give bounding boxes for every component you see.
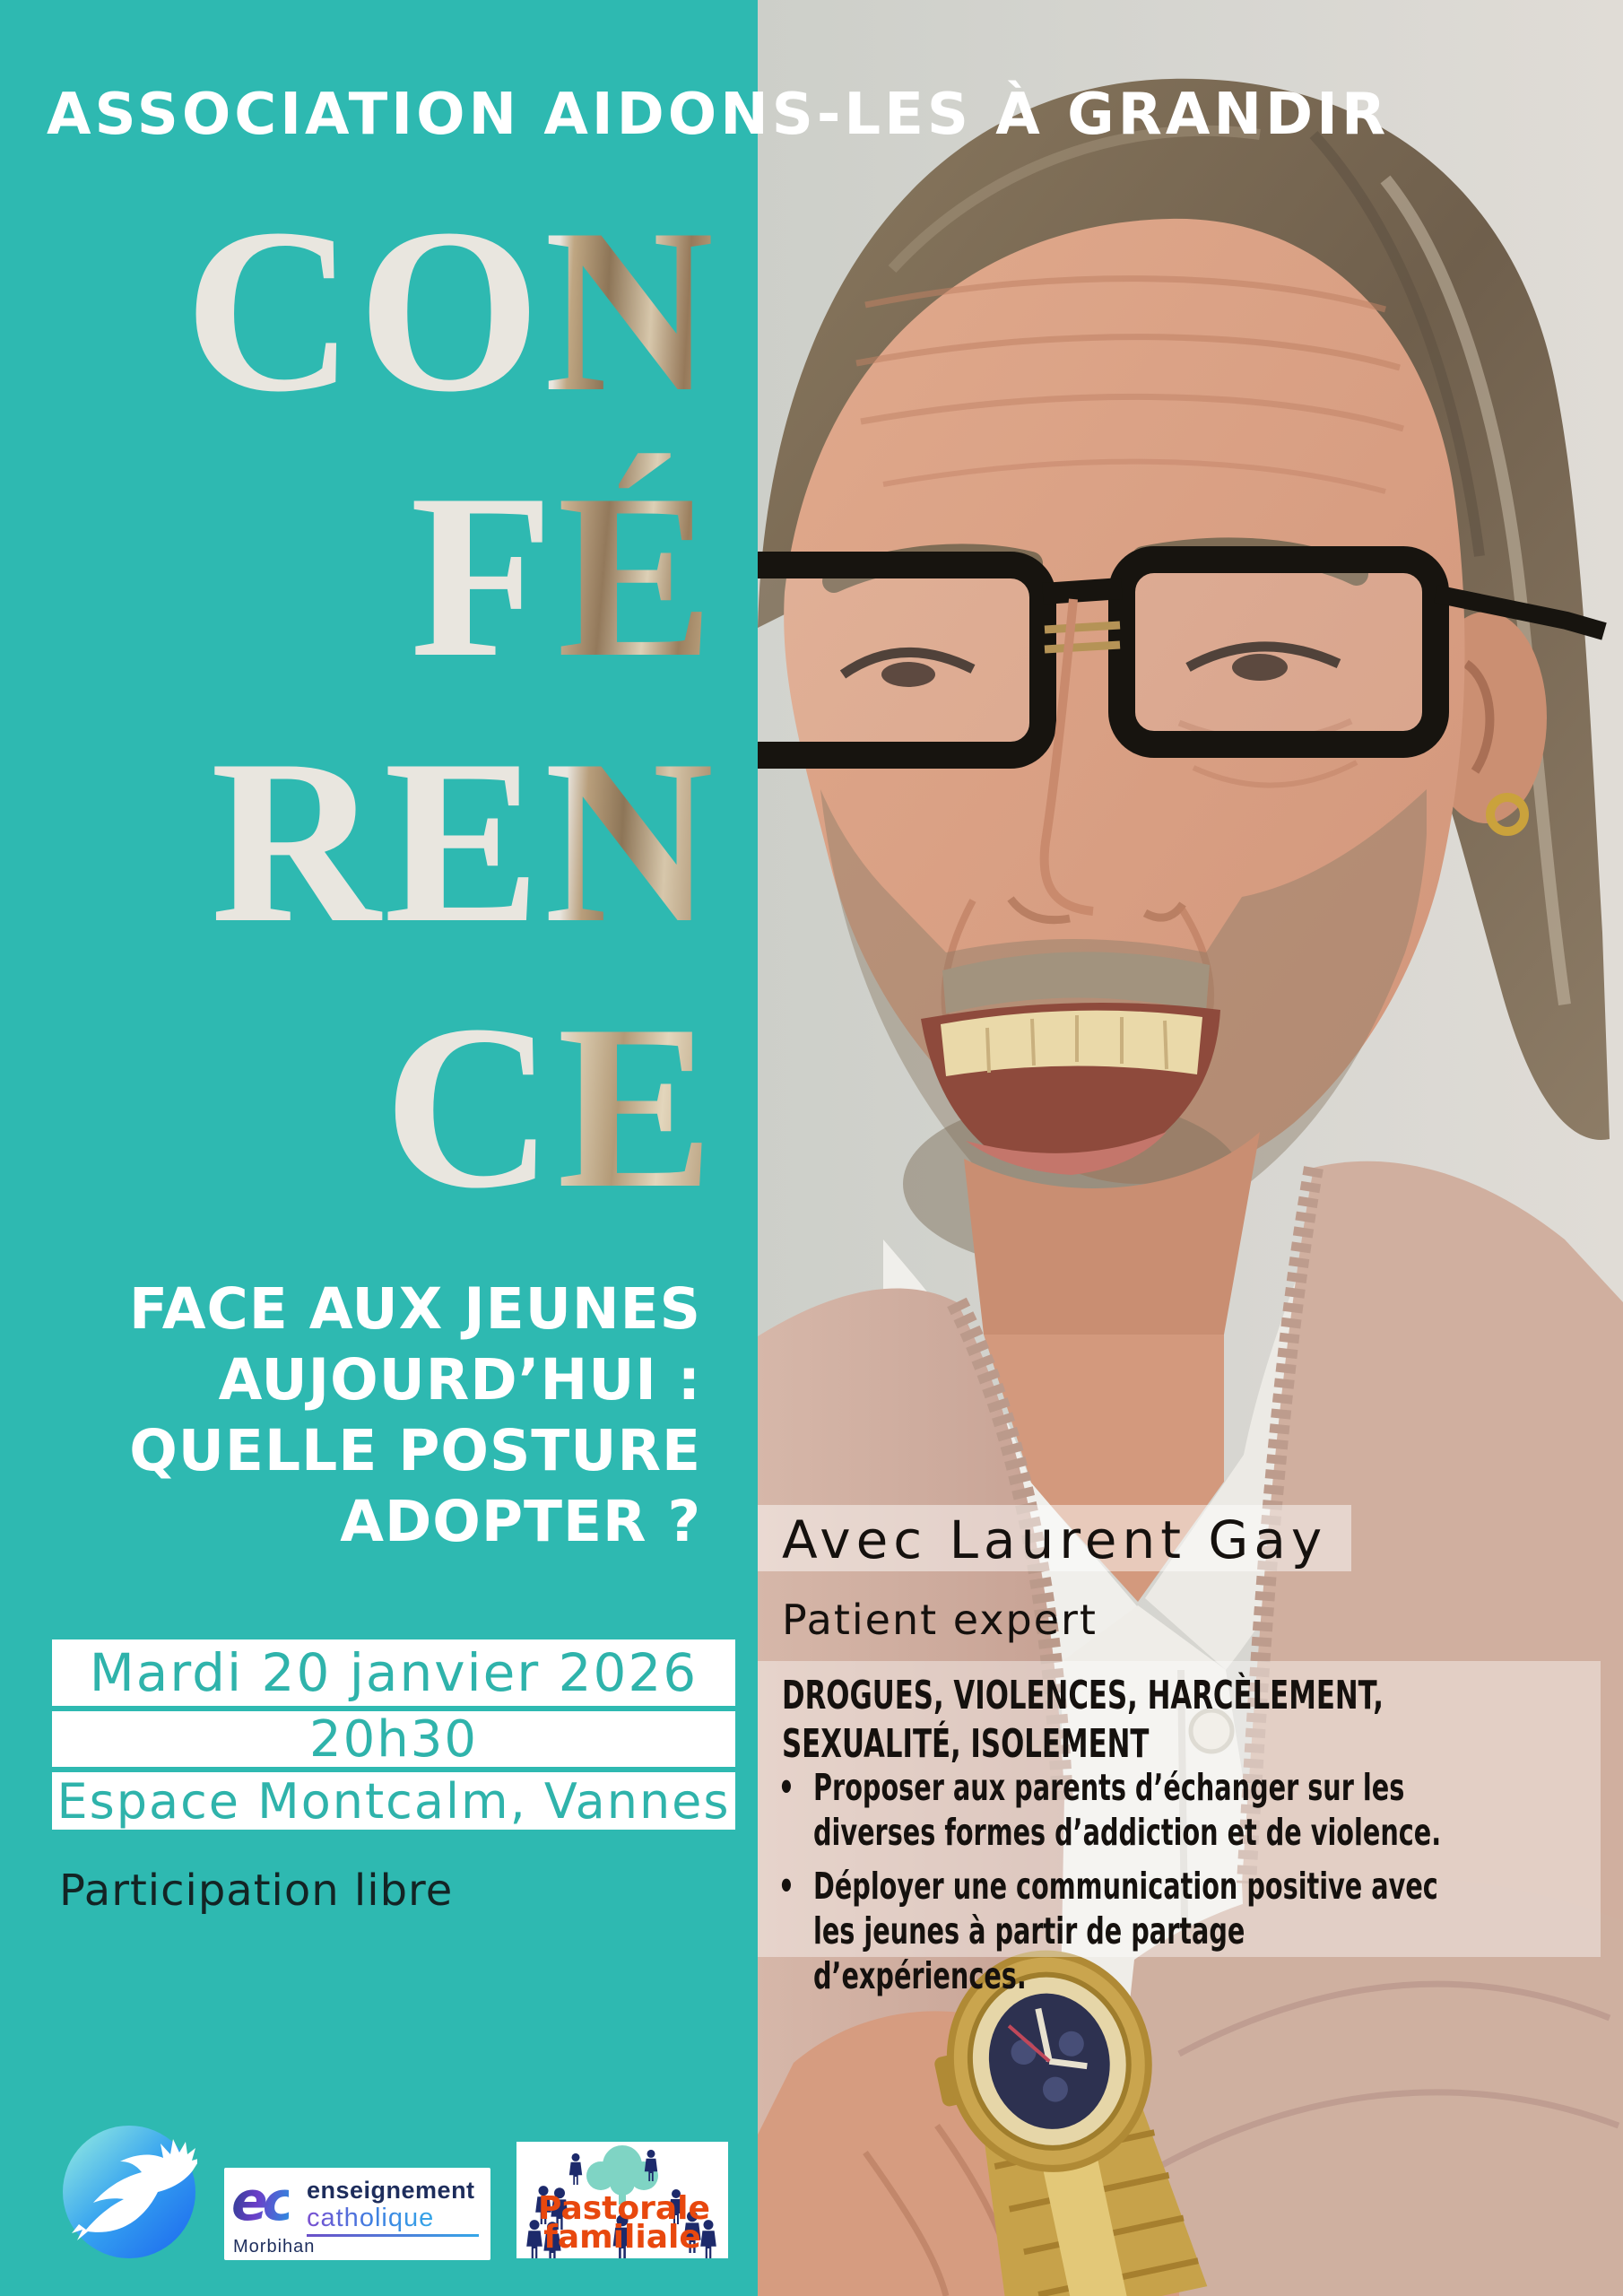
event-date: Mardi 20 janvier 2026 [89, 1642, 699, 1703]
objective-1-line-1: • Proposer aux parents d’échanger sur les [813, 1766, 1405, 1809]
speaker-intro: Avec Laurent Gay [782, 1509, 1328, 1570]
conference-word-stack [0, 178, 717, 1239]
pastorale-familiale-logo [516, 2142, 728, 2258]
objectives-list [769, 1765, 1460, 2007]
objective-item [769, 1765, 1460, 1855]
participation-note: Participation libre [59, 1866, 454, 1916]
association-title: ASSOCIATION AIDONS-LES À GRANDIR [47, 82, 1390, 148]
ec-divider [307, 2234, 479, 2237]
topics-list [782, 1672, 1384, 1769]
objective-item [769, 1864, 1460, 1998]
event-time: 20h30 [308, 1709, 478, 1769]
event-info-boxes [52, 1639, 735, 1830]
ec-line-1: enseignement [307, 2177, 475, 2204]
association-bird-logo [61, 2124, 197, 2260]
pastorale-word-1: Pastorale [538, 2190, 710, 2227]
ec-line-2: catholique [307, 2204, 435, 2232]
ec-monogram: ec [231, 2170, 290, 2233]
topics-line-2: SEXUALITÉ, ISOLEMENT [782, 1721, 1150, 1767]
topics-line-1: DROGUES, VIOLENCES, HARCÈLEMENT, [782, 1673, 1384, 1718]
objective-1-line-2: diverses formes d’addiction et de violence. [813, 1811, 1442, 1854]
conference-line-4: CE [0, 974, 717, 1239]
soaring-bird-icon [61, 2124, 197, 2260]
event-venue-box [52, 1772, 735, 1830]
headline-line-1: FACE AUX JEUNES [128, 1276, 701, 1342]
enseignement-catholique-logo [224, 2168, 490, 2260]
speaker-role: Patient expert [782, 1596, 1098, 1644]
pastorale-familiale-icon [516, 2142, 728, 2258]
pastorale-word-2: familiale [543, 2219, 701, 2256]
event-time-box [52, 1711, 735, 1767]
event-date-box [52, 1639, 735, 1706]
conference-line-1: CON [0, 178, 717, 443]
event-headline [0, 1274, 701, 1557]
conference-line-3: REN [0, 709, 717, 974]
objective-2-line-1: • Déployer une communication positive avec [813, 1865, 1438, 1908]
objective-2-line-2: les jeunes à partir de partage d’expériences. [813, 1909, 1245, 1997]
event-venue: Espace Montcalm, Vannes [56, 1772, 731, 1830]
headline-line-2: AUJOURD’HUI : [218, 1347, 701, 1413]
headline-line-4: ADOPTER ? [340, 1489, 701, 1554]
headline-line-3: QUELLE POSTURE [129, 1418, 701, 1483]
conference-line-2: FÉ [0, 443, 717, 709]
ec-region: Morbihan [233, 2237, 316, 2257]
